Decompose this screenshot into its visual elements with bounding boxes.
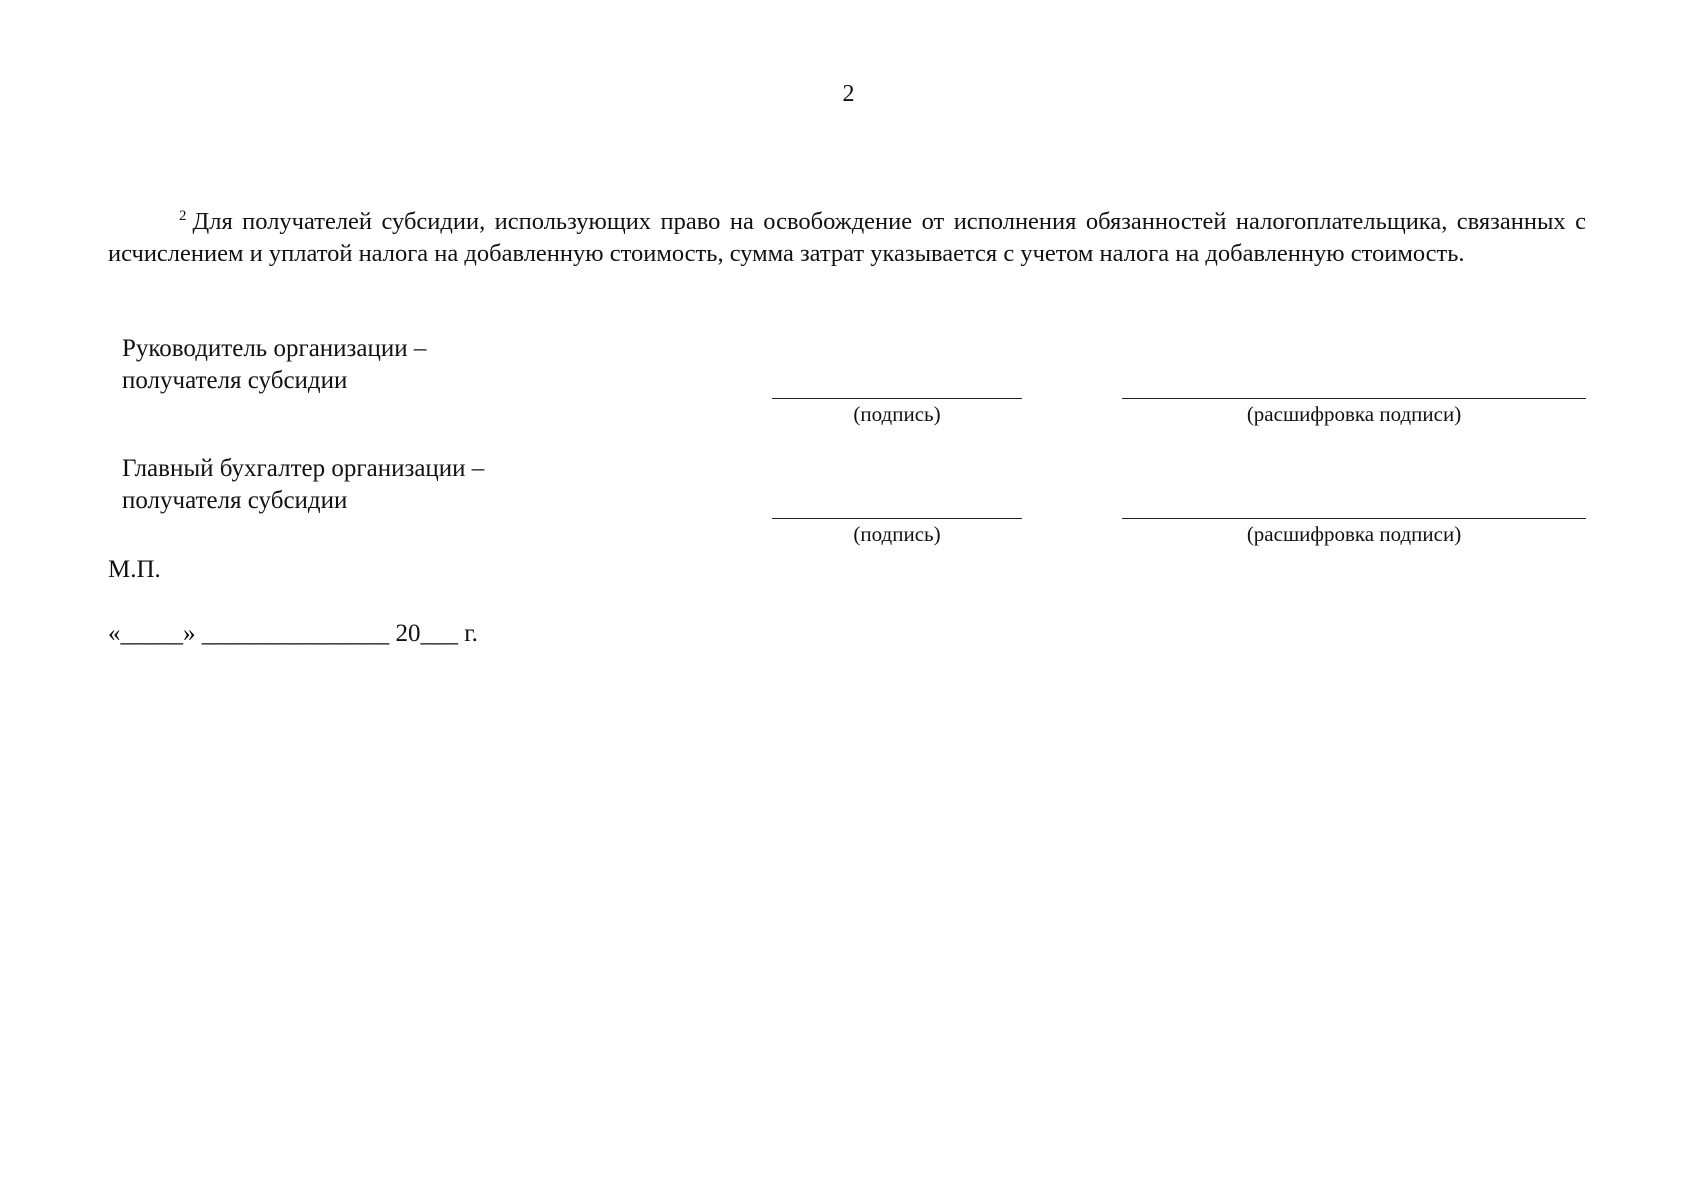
stamp-place-label: М.П. (108, 556, 161, 583)
accountant-decryption-caption: (расшифровка подписи) (1246, 522, 1462, 546)
head-signature-line (772, 398, 1022, 399)
head-signature-caption: (подпись) (853, 402, 941, 426)
footnote-text: Для получателей субсидии, использующих право на освобождение от исполнения обязанностей налогоплательщика, связанных с исчислением и уплатой налога на добавленную стоимость, сумма затрат указывается с учетом налога на добавленную стоимость. (108, 208, 1586, 267)
signatory-accountant-role-line1: Главный бухгалтер организации – (122, 455, 485, 482)
head-decryption-caption: (расшифровка подписи) (1246, 402, 1462, 426)
accountant-signature-line (772, 518, 1022, 519)
accountant-decryption-line (1122, 518, 1586, 519)
footnote-marker: 2 (179, 208, 187, 224)
signatory-head-role-line2: получателя субсидии (122, 367, 348, 394)
signatory-accountant-role-line2: получателя субсидии (122, 487, 348, 514)
page-number: 2 (842, 81, 855, 107)
accountant-signature-caption: (подпись) (853, 522, 941, 546)
footnote (108, 206, 1586, 270)
signatory-head-role (122, 333, 426, 397)
date-line: «_____» _______________ 20___ г. (108, 620, 478, 647)
head-decryption-line (1122, 398, 1586, 399)
signatory-accountant-role (122, 453, 484, 517)
signatory-head-role-line1: Руководитель организации – (122, 335, 427, 362)
